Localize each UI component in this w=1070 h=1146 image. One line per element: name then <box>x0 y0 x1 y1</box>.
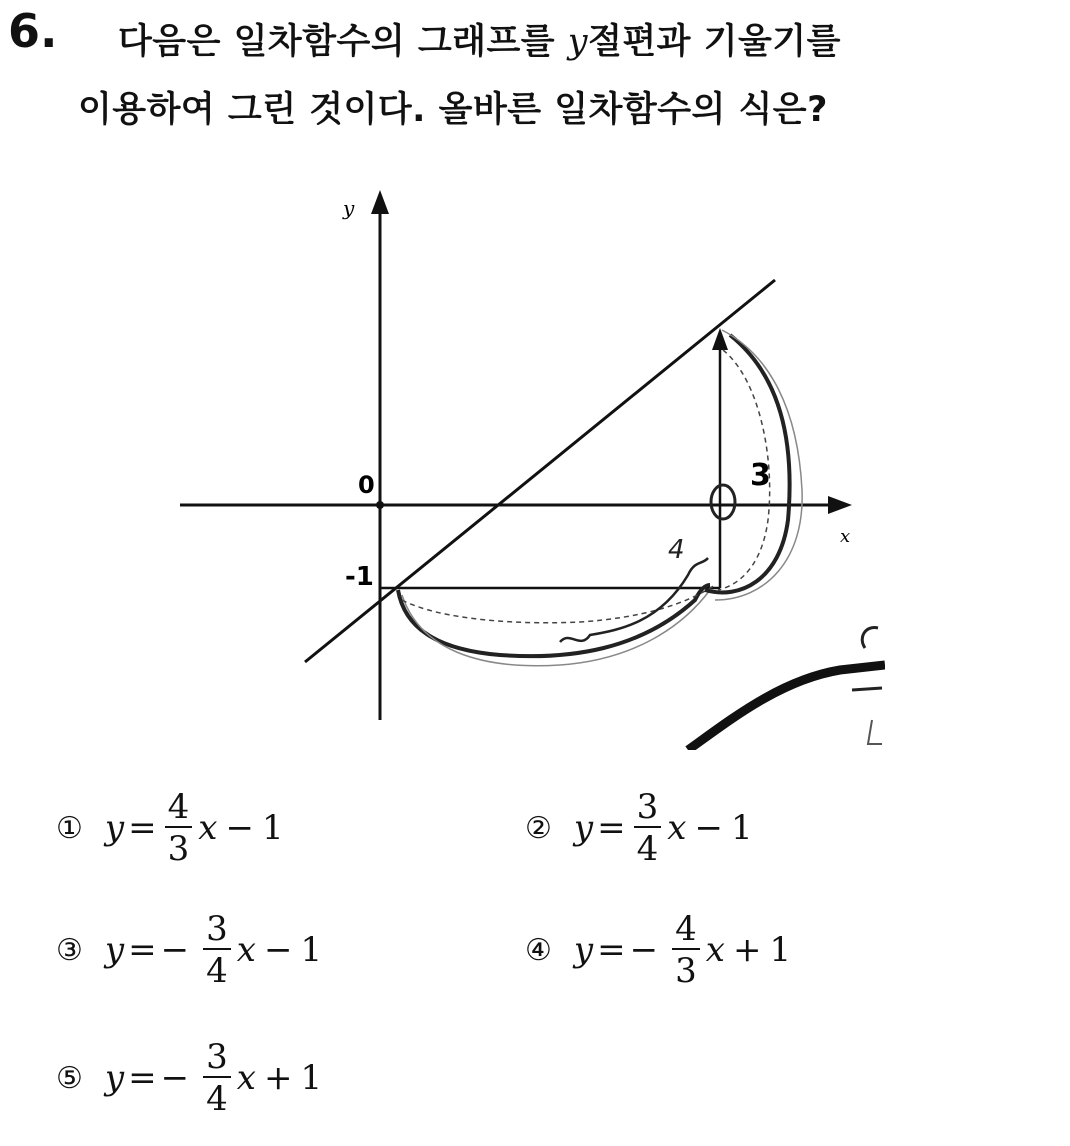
option-operator: − <box>694 808 723 848</box>
handdrawn-curve-dashed <box>402 585 715 623</box>
y-intercept-label: -1 <box>345 562 374 592</box>
y-axis-label: y <box>343 196 355 220</box>
option-x: x <box>667 808 687 848</box>
option-sign: − <box>160 1058 190 1098</box>
option-constant: 1 <box>730 808 753 848</box>
option-2[interactable] <box>525 787 753 869</box>
option-x: x <box>236 1058 256 1098</box>
option-operator: − <box>225 808 254 848</box>
option-x: x <box>705 930 725 970</box>
option-sign: − <box>629 930 659 970</box>
option-fraction <box>203 909 231 991</box>
option-y: y <box>104 1058 125 1098</box>
option-3[interactable] <box>56 909 323 991</box>
option-marker: ① <box>56 810 83 846</box>
option-4[interactable] <box>525 909 792 991</box>
fraction-numerator: 3 <box>206 909 228 949</box>
option-marker: ③ <box>56 932 83 968</box>
option-eq: = <box>128 808 157 848</box>
fraction-numerator: 3 <box>636 787 659 827</box>
x-axis-label: x <box>840 526 851 547</box>
graph-figure <box>140 160 885 750</box>
option-5[interactable] <box>56 1037 323 1119</box>
option-eq: = <box>597 808 626 848</box>
origin-label: 0 <box>358 471 375 499</box>
option-fraction <box>165 787 193 869</box>
option-fraction <box>203 1037 231 1119</box>
option-y: y <box>573 930 594 970</box>
option-constant: 1 <box>261 808 284 848</box>
function-line <box>305 280 775 662</box>
edge-mark-bottom <box>868 720 882 744</box>
option-operator: + <box>263 1058 293 1098</box>
handwritten-mark-4: 4 <box>668 535 685 565</box>
option-constant: 1 <box>300 1058 323 1098</box>
option-y: y <box>104 930 125 970</box>
option-constant: 1 <box>300 930 323 970</box>
fraction-denominator: 4 <box>203 1076 231 1116</box>
option-eq: = <box>128 1058 157 1098</box>
edge-mark-top <box>862 628 878 648</box>
option-constant: 1 <box>769 930 792 970</box>
option-1[interactable] <box>56 787 284 869</box>
option-y: y <box>104 808 125 848</box>
option-fraction <box>634 787 662 869</box>
option-marker: ② <box>525 810 552 846</box>
fraction-numerator: 3 <box>206 1037 228 1077</box>
option-x: x <box>198 808 218 848</box>
edge-mark-line <box>852 688 882 690</box>
x-axis-arrow <box>828 496 852 514</box>
option-operator: − <box>263 930 293 970</box>
option-eq: = <box>597 930 626 970</box>
option-eq: = <box>128 930 157 970</box>
edge-thick-stroke <box>688 665 885 750</box>
fraction-numerator: 4 <box>675 909 697 949</box>
y-axis-arrow <box>371 190 389 214</box>
option-fraction <box>672 909 700 991</box>
option-operator: + <box>732 930 762 970</box>
question-number: 6. <box>8 4 58 58</box>
question-text-part: 절편과 기울기를 <box>588 22 841 62</box>
question-text-line1 <box>118 14 841 64</box>
handdrawn-curve-right <box>705 335 790 592</box>
handdrawn-circle <box>711 485 735 519</box>
option-sign: − <box>160 930 190 970</box>
origin-point <box>376 501 384 509</box>
fraction-denominator: 4 <box>634 826 662 866</box>
fraction-denominator: 4 <box>203 948 231 988</box>
question-text-part: 다음은 일차함수의 그래프를 <box>118 22 568 62</box>
rise-label: 3 <box>750 458 771 493</box>
question-text-line2: 이용하여 그린 것이다. 올바른 일차함수의 식은? <box>78 90 828 130</box>
option-marker: ④ <box>525 932 552 968</box>
option-marker: ⑤ <box>56 1060 83 1096</box>
fraction-denominator: 3 <box>672 948 700 988</box>
fraction-numerator: 4 <box>167 787 190 827</box>
question-variable-y: y <box>567 22 589 62</box>
fraction-denominator: 3 <box>165 826 193 866</box>
option-y: y <box>573 808 594 848</box>
option-x: x <box>236 930 256 970</box>
